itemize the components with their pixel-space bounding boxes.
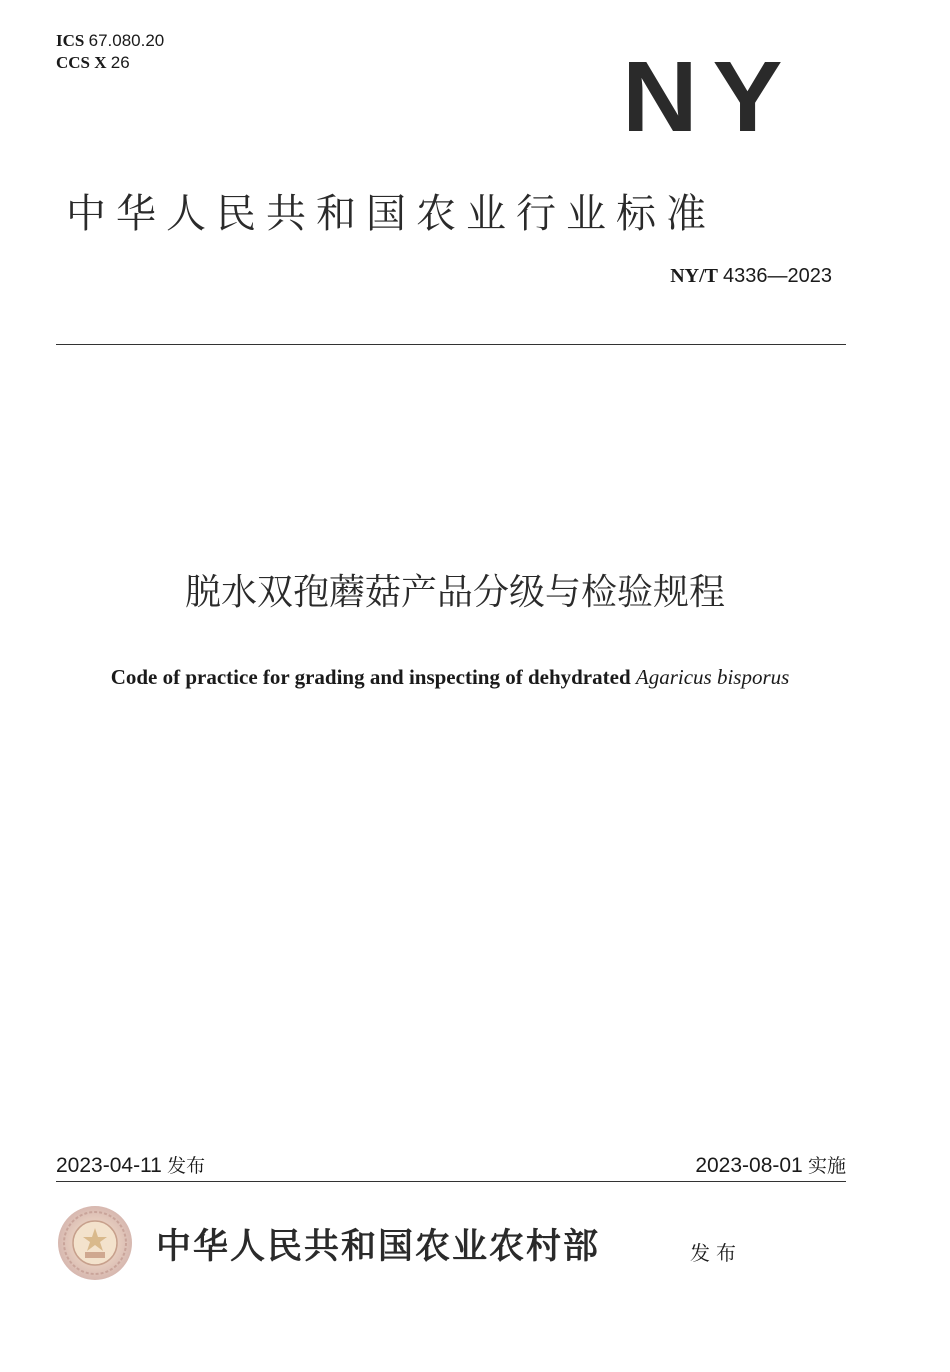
- issue-word: 发布: [690, 1241, 742, 1265]
- ccs-label: CCS X: [56, 53, 107, 72]
- implement-date-label: 实施: [807, 1155, 846, 1177]
- issue-date: [56, 1150, 205, 1181]
- standard-number: [670, 262, 832, 290]
- ics-label: ICS: [56, 31, 85, 50]
- standard-number-prefix: NY/T: [670, 265, 719, 287]
- ny-logo: NY: [622, 41, 798, 153]
- national-emblem-icon: [56, 1204, 134, 1282]
- ccs-number: 26: [110, 53, 130, 72]
- ics-number: 67.080.20: [88, 31, 165, 50]
- ics-code: [56, 30, 164, 52]
- divider-bottom: [56, 1181, 846, 1182]
- issuing-ministry: 中华人民共和国农业农村部: [156, 1226, 601, 1267]
- title-english-italic: Agaricus bisporus: [635, 665, 790, 689]
- document-title-chinese: 脱水双孢蘑菇产品分级与检验规程: [184, 572, 725, 613]
- document-title-english: [0, 662, 900, 692]
- standard-type: 中华人民共和国农业行业标准: [66, 191, 716, 237]
- implement-date: [695, 1150, 846, 1181]
- divider-top: [56, 344, 846, 345]
- standard-number-value: 4336—2023: [723, 265, 832, 287]
- issue-date-value: 2023-04-11: [56, 1154, 162, 1177]
- title-english-main: Code of practice for grading and inspecting of dehydrated: [110, 665, 631, 689]
- implement-date-value: 2023-08-01: [695, 1154, 803, 1177]
- ccs-code: [56, 52, 130, 74]
- issue-date-label: 发布: [167, 1155, 206, 1177]
